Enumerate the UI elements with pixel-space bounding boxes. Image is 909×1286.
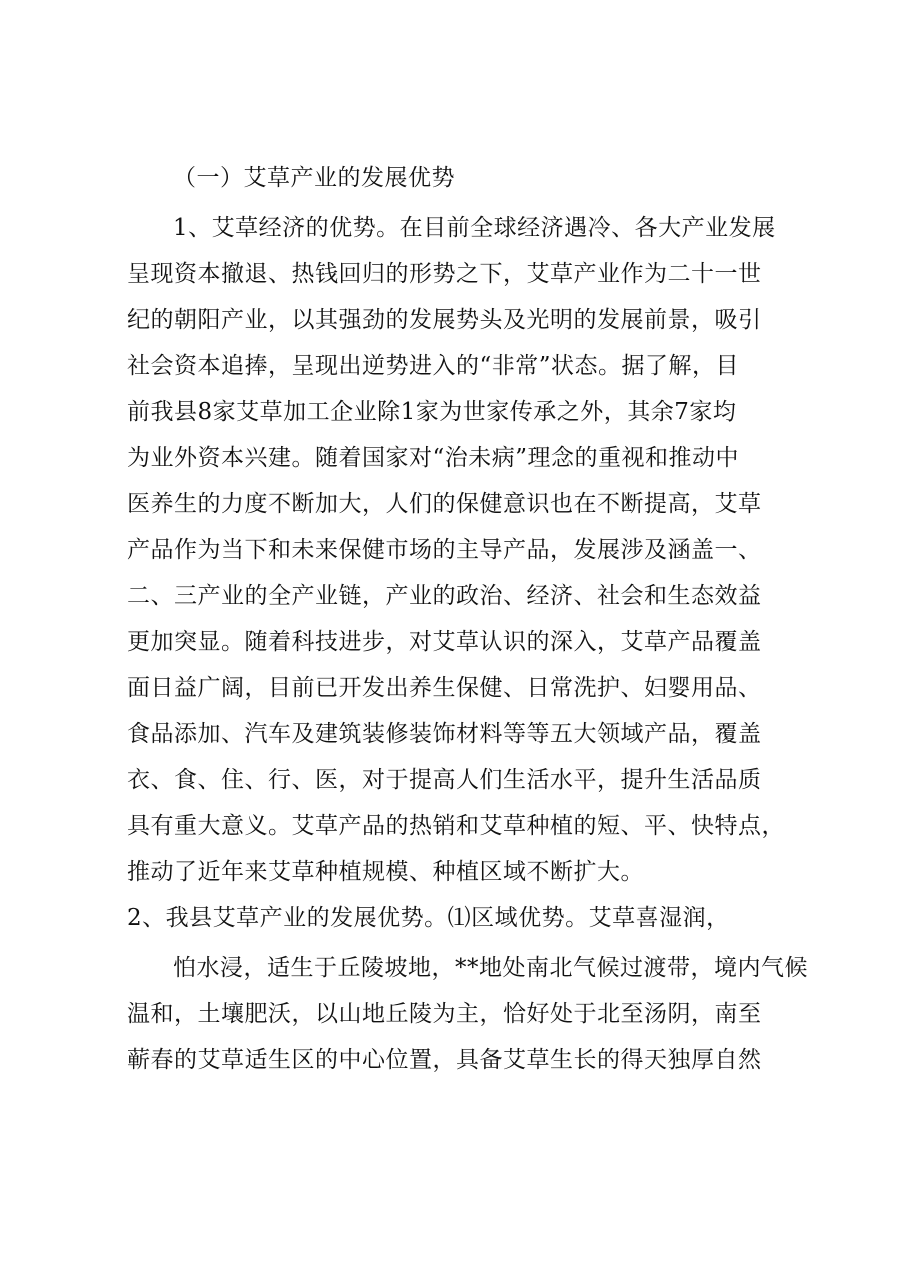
paragraph-line: 怕水浸，适生于丘陵坡地，**地处南北气候过渡带，境内气候 xyxy=(173,955,808,981)
paragraph-line: 产品作为当下和未来保健市场的主导产品，发展涉及涵盖一、 xyxy=(127,537,762,563)
paragraph-line: 食品添加、汽车及建筑装修装饰材料等等五大领域产品，覆盖 xyxy=(127,721,762,747)
paragraph-line: 2、我县艾草产业的发展优势。⑴区域优势。艾草喜湿润， xyxy=(127,905,730,931)
paragraph-line: 前我县8家艾草加工企业除1家为世家传承之外，其余7家均 xyxy=(127,399,737,425)
paragraph-line: 二、三产业的全产业链，产业的政治、经济、社会和生态效益 xyxy=(127,583,762,609)
paragraph-line: 医养生的力度不断加大，人们的保健意识也在不断提高，艾草 xyxy=(127,491,762,517)
paragraph-line: 1、艾草经济的优势。在目前全球经济遇冷、各大产业发展 xyxy=(173,215,776,241)
paragraph-line: 纪的朝阳产业，以其强劲的发展势头及光明的发展前景，吸引 xyxy=(127,307,762,333)
paragraph-line: 温和，土壤肥沃，以山地丘陵为主，恰好处于北至汤阴，南至 xyxy=(127,1001,762,1027)
paragraph-line: 推动了近年来艾草种植规模、种植区域不断扩大。 xyxy=(127,859,644,885)
paragraph-line: 为业外资本兴建。随着国家对“治未病”理念的重视和推动中 xyxy=(127,445,740,471)
paragraph-line: 衣、食、住、行、医，对于提高人们生活水平，提升生活品质 xyxy=(127,767,762,793)
paragraph-line: 更加突显。随着科技进步，对艾草认识的深入，艾草产品覆盖 xyxy=(127,629,762,655)
section-heading: （一）艾草产业的发展优势 xyxy=(173,165,455,191)
paragraph-line: 面日益广阔，目前已开发出养生保健、日常洗护、妇婴用品、 xyxy=(127,675,762,701)
paragraph-line: 社会资本追捧，呈现出逆势进入的“非常”状态。据了解，目 xyxy=(127,353,740,379)
paragraph-line: 具有重大意义。艾草产品的热销和艾草种植的短、平、快特点， xyxy=(127,813,785,839)
paragraph-line: 呈现资本撤退、热钱回归的形势之下，艾草产业作为二十一世 xyxy=(127,261,762,287)
paragraph-line: 蕲春的艾草适生区的中心位置，具备艾草生长的得天独厚自然 xyxy=(127,1047,762,1073)
